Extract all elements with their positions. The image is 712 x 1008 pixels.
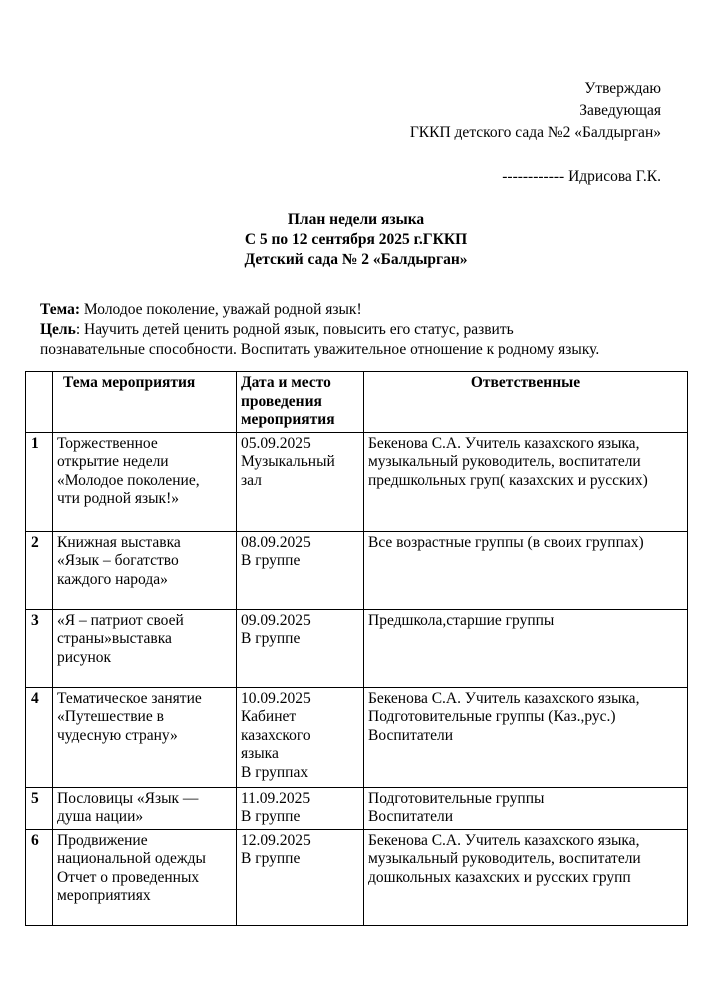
- row-event: Торжественное открытие недели «Молодое поколение, чти родной язык!»: [53, 432, 237, 531]
- title-line-3: Детский сада № 2 «Балдырган»: [244, 251, 468, 268]
- row-date: 08.09.2025 В группе: [237, 531, 364, 609]
- table-row: [26, 531, 688, 609]
- intro-section: [40, 300, 680, 360]
- theme-line: [40, 300, 680, 320]
- table-row: [26, 687, 688, 787]
- document-title: [0, 210, 712, 270]
- table-row: [26, 432, 688, 531]
- table-row: [26, 609, 688, 687]
- goal-line: [40, 320, 680, 340]
- goal-text: : Научить детей ценить родной язык, повысить его статус, развить: [75, 321, 514, 338]
- table-header-row: [26, 372, 688, 433]
- theme-text: Молодое поколение, уважай родной язык!: [80, 301, 362, 318]
- row-responsible: Бекенова С.А. Учитель казахского языка, Подготовительные группы (Каз.,рус.) Воспитатели: [364, 687, 688, 787]
- row-num: 3: [26, 609, 53, 687]
- header-event: Тема мероприятия: [53, 372, 237, 433]
- row-responsible: Все возрастные группы (в своих группах): [364, 531, 688, 609]
- row-event: Продвижение национальной одежды Отчет о проведенных мероприятиях: [53, 829, 237, 925]
- row-num: 5: [26, 787, 53, 829]
- table-row: [26, 829, 688, 925]
- row-num: 4: [26, 687, 53, 787]
- row-num: 1: [26, 432, 53, 531]
- goal-line-2: познавательные способности. Воспитать уважительное отношение к родному языку.: [40, 341, 600, 358]
- events-table: [25, 371, 688, 926]
- header-num: [26, 372, 53, 433]
- row-responsible: Бекенова С.А. Учитель казахского языка, музыкальный руководитель, воспитатели дошкольных казахских и русских групп: [364, 829, 688, 925]
- row-date: 05.09.2025 Музыкальный зал: [237, 432, 364, 531]
- row-event: «Я – патриот своей страны»выставка рисунок: [53, 609, 237, 687]
- header-date: Дата и место проведения мероприятия: [237, 372, 364, 433]
- goal-label: Цель: [40, 321, 76, 338]
- title-line-2: С 5 по 12 сентября 2025 г.ГККП: [244, 231, 468, 248]
- row-responsible: Бекенова С.А. Учитель казахского языка, музыкальный руководитель, воспитатели предшкольных груп( казахских и русских): [364, 432, 688, 531]
- row-responsible: Подготовительные группы Воспитатели: [364, 787, 688, 829]
- row-date: 12.09.2025 В группе: [237, 829, 364, 925]
- header-responsible: Ответственные: [364, 372, 688, 433]
- row-date: 09.09.2025 В группе: [237, 609, 364, 687]
- approval-signature: ------------ Идрисова Г.К.: [502, 168, 661, 185]
- row-responsible: Предшкола,старшие группы: [364, 609, 688, 687]
- row-date: 10.09.2025 Кабинет казахского языка В группах: [237, 687, 364, 787]
- row-num: 6: [26, 829, 53, 925]
- approval-block: [261, 78, 661, 188]
- theme-label: Тема:: [40, 301, 80, 318]
- row-date: 11.09.2025 В группе: [237, 787, 364, 829]
- row-event: Книжная выставка «Язык – богатство каждого народа»: [53, 531, 237, 609]
- title-line-1: План недели языка: [287, 211, 425, 228]
- approval-line-3: ГККП детского сада №2 «Балдырган»: [409, 124, 661, 141]
- row-event: Тематическое занятие «Путешествие в чудесную страну»: [53, 687, 237, 787]
- row-num: 2: [26, 531, 53, 609]
- approval-line-1: Утверждаю: [584, 80, 661, 97]
- approval-line-2: Заведующая: [579, 102, 661, 119]
- table-row: [26, 787, 688, 829]
- row-event: Пословицы «Язык — душа нации»: [53, 787, 237, 829]
